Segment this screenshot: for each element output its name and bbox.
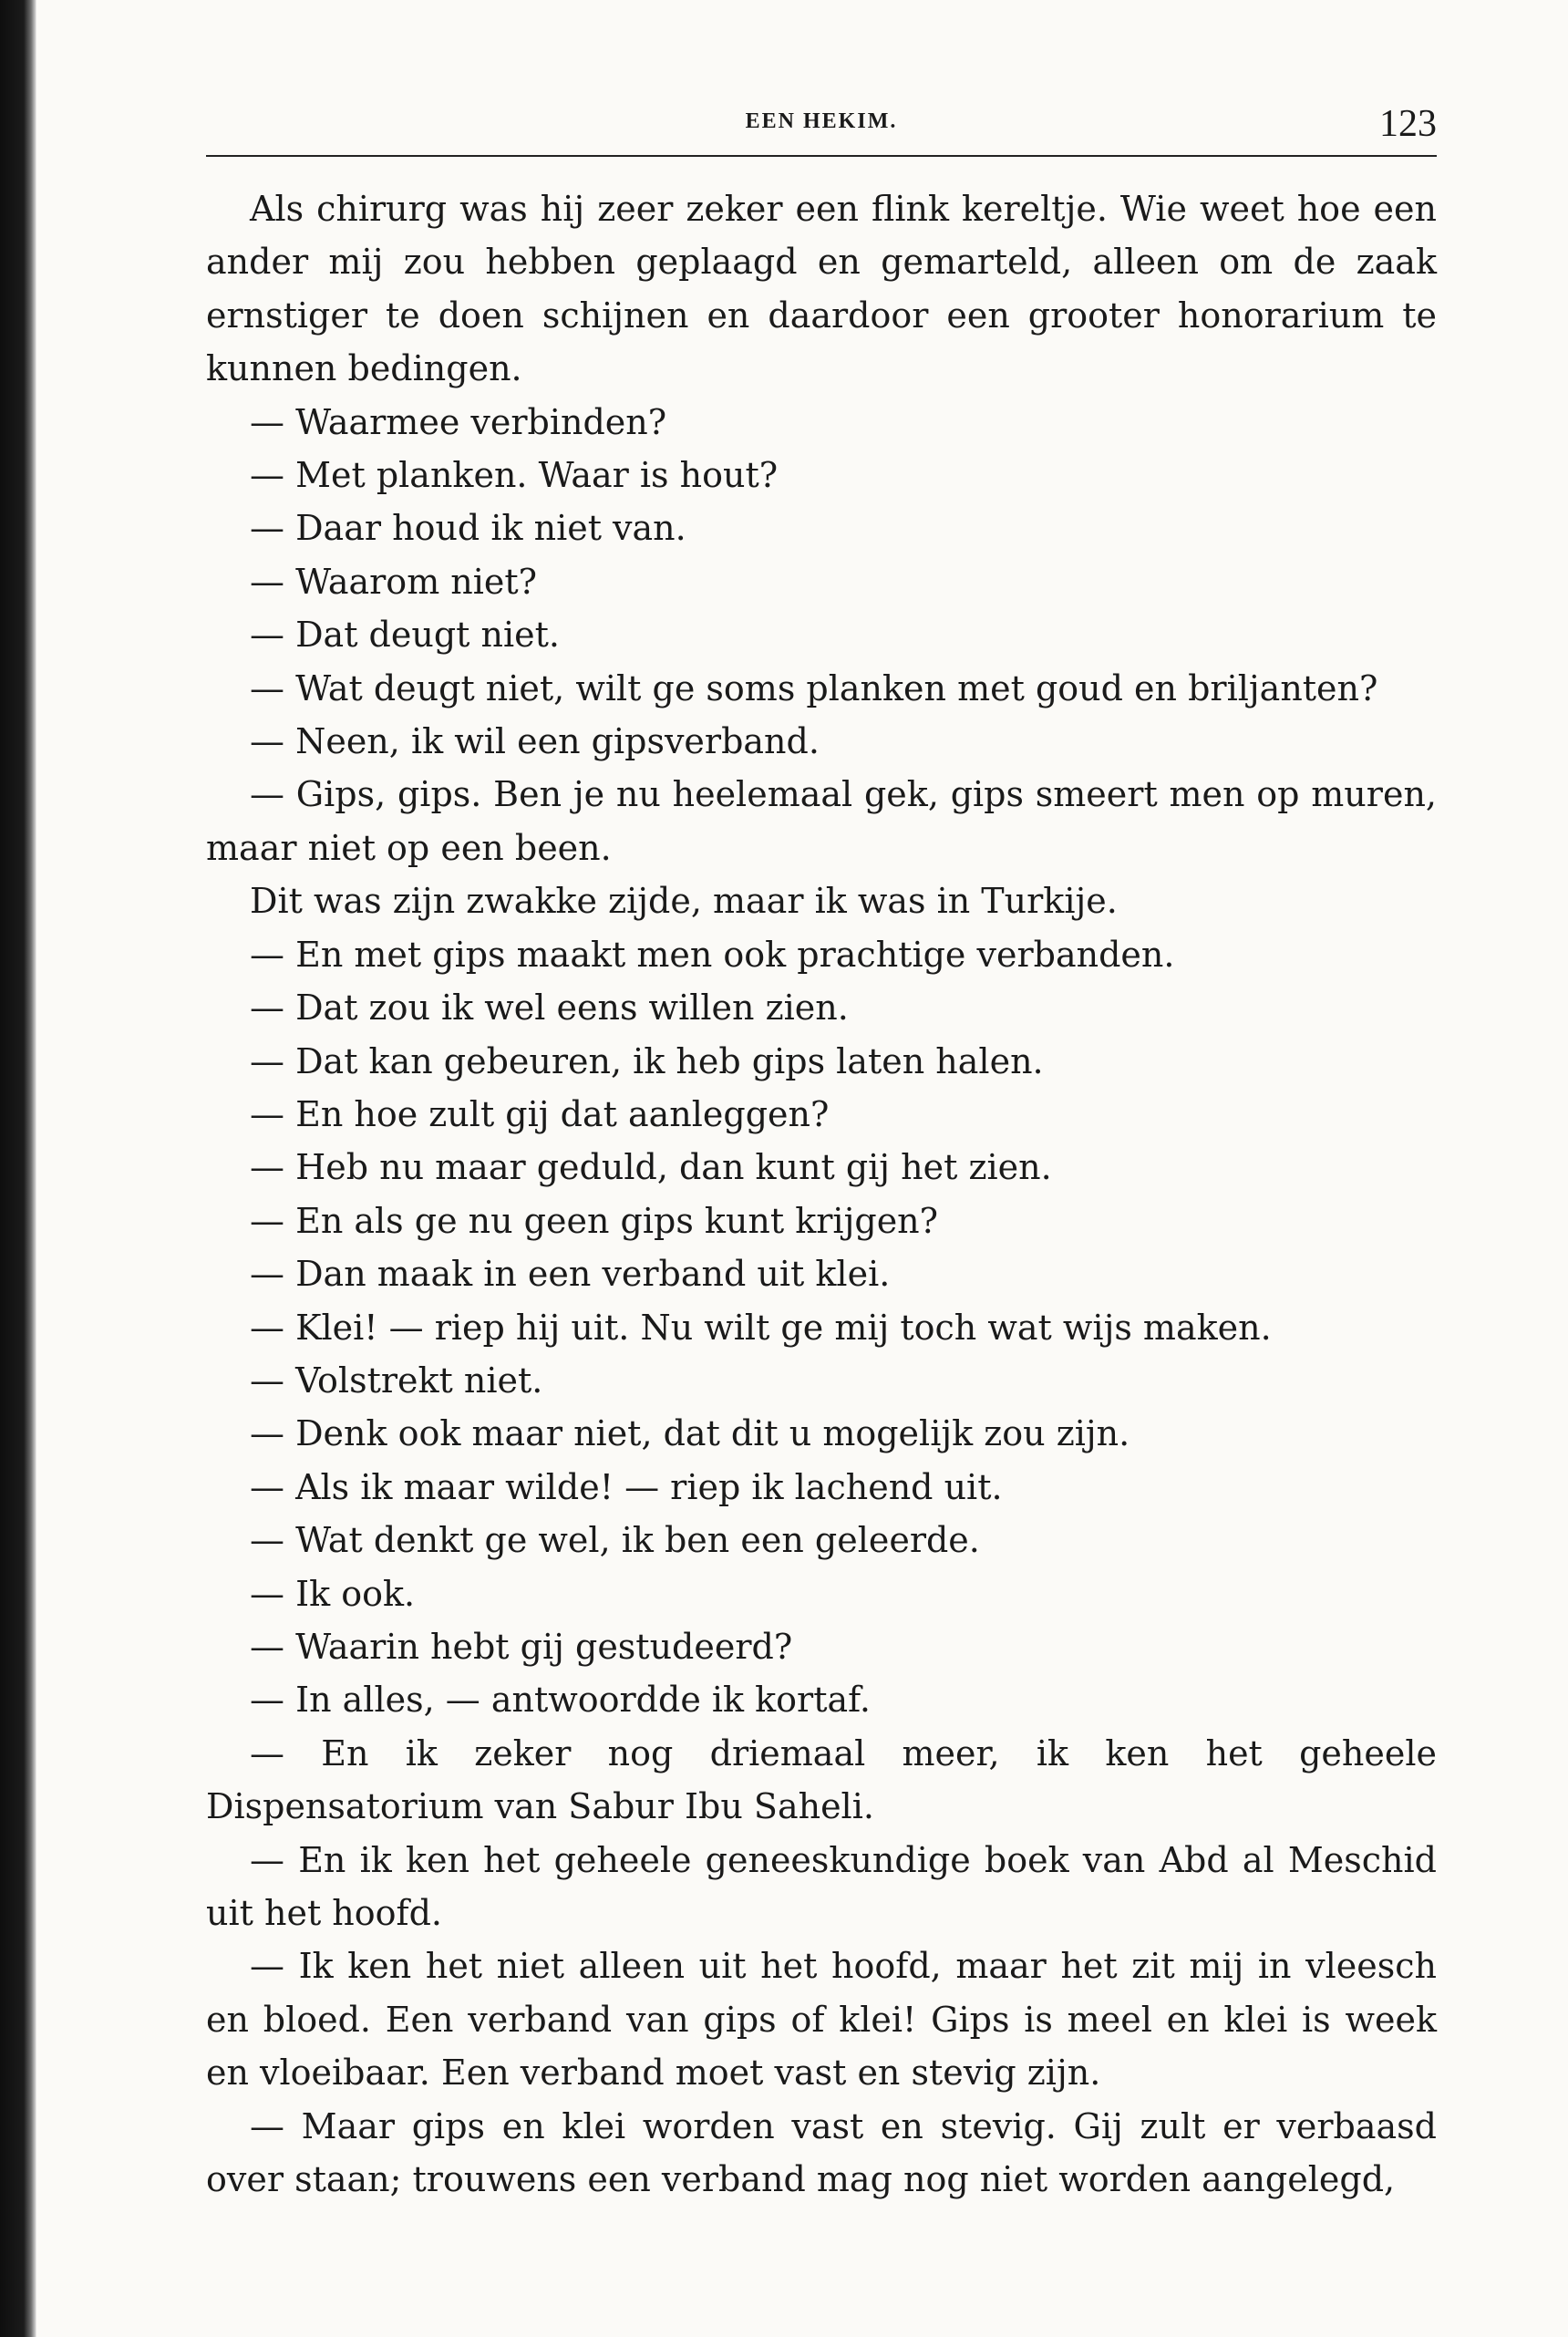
paragraph: Dit was zijn zwakke zijde, maar ik was in Turkije. bbox=[250, 881, 1118, 922]
paragraph: — Als ik maar wilde! — riep ik lachend uit. bbox=[250, 1466, 1003, 1507]
paragraph: — Maar gips en klei worden vast en stevig. Gij zult er verbaasd over staan; trouwens een verband mag nog niet worden aangelegd, bbox=[206, 2105, 1437, 2200]
paragraph: — Waarmee verbinden? bbox=[250, 401, 667, 442]
paragraph: — Volstrekt niet. bbox=[250, 1360, 543, 1401]
paragraph: — En als ge nu geen gips kunt krijgen? bbox=[250, 1200, 939, 1241]
paragraph: — Ik ken het niet alleen uit het hoofd, maar het zit mij in vleesch en bloed. Een verband van gips of klei! Gips is meel en klei is week en vloeibaar. Een verband moet vast en stevig zijn. bbox=[206, 1946, 1437, 2094]
page-number: 123 bbox=[1379, 103, 1437, 145]
running-title: EEN HEKIM. bbox=[745, 109, 898, 133]
paragraph: — En ik zeker nog driemaal meer, ik ken het geheele Dispensatorium van Sabur Ibu Saheli. bbox=[206, 1732, 1437, 1827]
paragraph: — En met gips maakt men ook prachtige verbanden. bbox=[250, 934, 1175, 975]
paragraph: — En hoe zult gij dat aanleggen? bbox=[250, 1093, 830, 1134]
paragraph: — Waarom niet? bbox=[250, 561, 538, 602]
paragraph: — Dan maak in een verband uit klei. bbox=[250, 1254, 891, 1295]
paragraph: — Denk ook maar niet, dat dit u mogelijk zou zijn. bbox=[250, 1413, 1130, 1454]
page-header bbox=[206, 102, 1437, 157]
paragraph: — Neen, ik wil een gipsverband. bbox=[250, 721, 820, 762]
paragraph: — In alles, — antwoordde ik kortaf. bbox=[250, 1680, 871, 1721]
page-binding-edge bbox=[0, 0, 36, 2337]
paragraph: — En ik ken het geheele geneeskundige boek van Abd al Meschid uit het hoofd. bbox=[206, 1839, 1437, 1933]
paragraph: — Dat deugt niet. bbox=[250, 615, 560, 656]
paragraph: — Klei! — riep hij uit. Nu wilt ge mij toch wat wijs maken. bbox=[250, 1307, 1272, 1348]
paragraph: — Dat kan gebeuren, ik heb gips laten halen. bbox=[250, 1040, 1044, 1081]
paragraph: — Met planken. Waar is hout? bbox=[250, 455, 779, 496]
header-rule bbox=[206, 155, 1437, 157]
paragraph: — Wat deugt niet, wilt ge soms planken met goud en briljanten? bbox=[250, 667, 1378, 708]
paragraph: — Gips, gips. Ben je nu heelemaal gek, gips smeert men op muren, maar niet op een been. bbox=[206, 774, 1437, 868]
paragraph: — Wat denkt ge wel, ik ben een geleerde. bbox=[250, 1520, 980, 1561]
paragraph: — Heb nu maar geduld, dan kunt gij het zien. bbox=[250, 1147, 1052, 1188]
paragraph: — Waarin hebt gij gestudeerd? bbox=[250, 1626, 793, 1667]
paragraph: Als chirurg was hij zeer zeker een flink kereltje. Wie weet hoe een ander mij zou hebben geplaagd en gemarteld, alleen om de zaak ernstiger te doen schijnen en daardoor een grooter honorarium te kunnen bedingen. bbox=[206, 189, 1437, 389]
paragraph: — Dat zou ik wel eens willen zien. bbox=[250, 988, 849, 1029]
paragraph: — Ik ook. bbox=[250, 1573, 416, 1614]
body-text bbox=[206, 182, 1437, 2206]
paragraph: — Daar houd ik niet van. bbox=[250, 508, 686, 549]
